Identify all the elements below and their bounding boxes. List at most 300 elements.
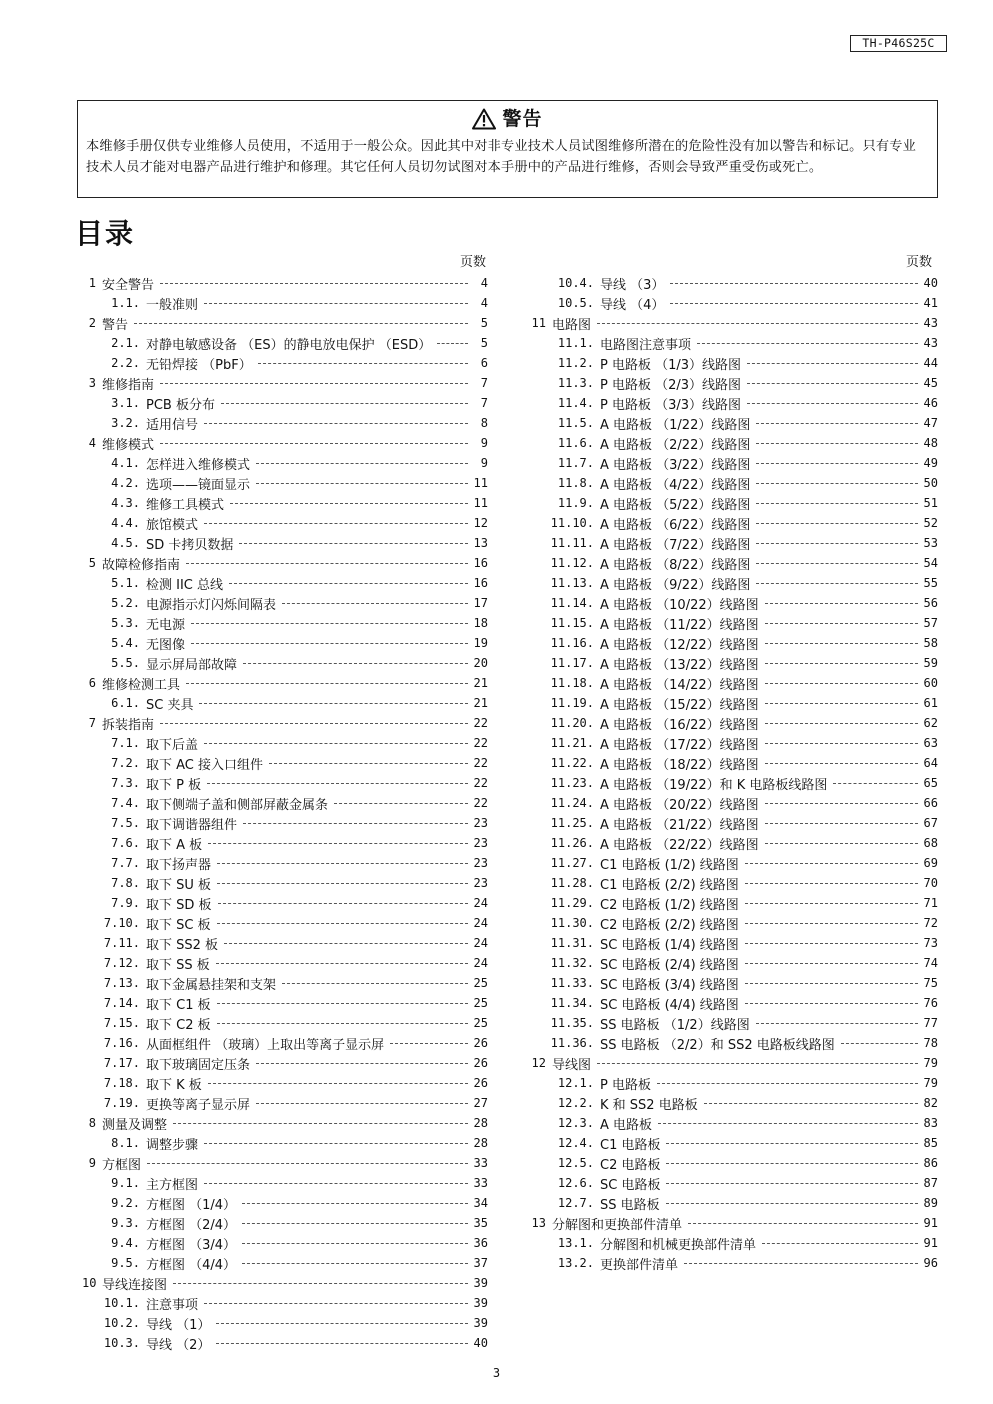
toc-entry[interactable] — [82, 513, 488, 533]
toc-entry-title: 分解图和机械更换部件清单 — [600, 1237, 757, 1253]
toc-entry[interactable] — [82, 293, 488, 313]
toc-entry[interactable] — [82, 613, 488, 633]
toc-entry[interactable] — [82, 1273, 488, 1293]
toc-entry[interactable] — [82, 873, 488, 893]
toc-entry[interactable] — [82, 433, 488, 453]
toc-entry[interactable] — [82, 993, 488, 1013]
toc-entry-title: SC 电路板 (4/4) 线路图 — [600, 997, 739, 1013]
toc-entry[interactable] — [530, 453, 938, 473]
toc-entry-number: 11.34. — [550, 996, 594, 1010]
toc-entry[interactable] — [530, 1253, 938, 1273]
toc-entry-number: 11.26. — [550, 836, 594, 850]
toc-entry[interactable] — [530, 1133, 938, 1153]
toc-entry[interactable] — [530, 693, 938, 713]
toc-leader-dots — [745, 883, 918, 884]
toc-leader-dots — [765, 663, 918, 664]
toc-entry-page: 23 — [473, 816, 488, 830]
toc-entry[interactable] — [82, 1073, 488, 1093]
toc-entry-title: A 电路板 （8/22）线路图 — [600, 557, 751, 573]
toc-entry-title: A 电路板 （7/22）线路图 — [600, 537, 751, 553]
toc-entry[interactable] — [82, 373, 488, 393]
toc-leader-dots — [745, 963, 918, 964]
toc-entry-title: P 电路板 （3/3）线路图 — [600, 397, 742, 413]
toc-entry-number: 11.6. — [557, 436, 594, 450]
toc-leader-dots — [747, 363, 918, 364]
toc-entry[interactable] — [530, 633, 938, 653]
toc-entry-page: 5 — [480, 316, 488, 330]
toc-entry-page: 35 — [473, 1216, 488, 1230]
toc-entry-title: 取下 AC 接入口组件 — [146, 757, 264, 773]
toc-entry-title: 旅馆模式 — [146, 517, 199, 533]
toc-entry-number: 8.1. — [111, 1136, 140, 1150]
toc-entry-number: 11.9. — [557, 496, 594, 510]
toc-entry-page: 28 — [473, 1136, 488, 1150]
toc-entry[interactable] — [82, 453, 488, 473]
toc-entry[interactable] — [530, 813, 938, 833]
toc-entry-page: 11 — [473, 476, 488, 490]
toc-entry-page: 11 — [473, 496, 488, 510]
toc-entry[interactable] — [530, 733, 938, 753]
toc-entry-title: A 电路板 （16/22）线路图 — [600, 717, 759, 733]
toc-entry-title: SC 电路板 (3/4) 线路图 — [600, 977, 739, 993]
toc-leader-dots — [204, 423, 468, 424]
toc-entry[interactable] — [530, 1013, 938, 1033]
toc-leader-dots — [745, 983, 918, 984]
toc-entry-title: 方框图 — [102, 1157, 142, 1173]
toc-entry[interactable] — [82, 1033, 488, 1053]
toc-entry[interactable] — [82, 473, 488, 493]
toc-entry-page: 33 — [473, 1176, 488, 1190]
toc-entry-number: 7.19. — [103, 1096, 140, 1110]
toc-leader-dots — [160, 443, 468, 444]
toc-entry-title: 适用信号 — [146, 417, 199, 433]
toc-entry-number: 10.3. — [103, 1336, 140, 1350]
toc-entry[interactable] — [530, 1233, 938, 1253]
warning-triangle-icon — [472, 108, 496, 130]
toc-entry-page: 68 — [923, 836, 938, 850]
toc-entry-number: 4 — [88, 436, 96, 450]
toc-entry-page: 77 — [923, 1016, 938, 1030]
toc-entry-page: 4 — [480, 276, 488, 290]
toc-entry[interactable] — [82, 893, 488, 913]
toc-entry[interactable] — [82, 1293, 488, 1313]
toc-leader-dots — [657, 1083, 918, 1084]
toc-entry-title: 对静电敏感设备 （ES）的静电放电保护 （ESD） — [146, 337, 432, 353]
toc-entry-page: 96 — [923, 1256, 938, 1270]
toc-entry[interactable] — [530, 893, 938, 913]
toc-entry-number: 7.8. — [111, 876, 140, 890]
toc-entry-title: 导线图 — [552, 1057, 592, 1073]
toc-leader-dots — [207, 783, 468, 784]
toc-entry-number: 2.1. — [111, 336, 140, 350]
toc-entry-page: 76 — [923, 996, 938, 1010]
toc-entry-title: A 电路板 （5/22）线路图 — [600, 497, 751, 513]
toc-entry-title: A 电路板 （22/22）线路图 — [600, 837, 759, 853]
toc-entry[interactable] — [530, 353, 938, 373]
toc-entry[interactable] — [82, 733, 488, 753]
toc-entry[interactable] — [530, 393, 938, 413]
toc-leader-dots — [765, 723, 918, 724]
toc-leader-dots — [134, 323, 468, 324]
toc-entry-page: 7 — [480, 376, 488, 390]
toc-entry[interactable] — [530, 1093, 938, 1113]
toc-entry-title: A 电路板 （9/22）线路图 — [600, 577, 751, 593]
toc-entry-number: 11 — [531, 316, 546, 330]
toc-entry-title: 取下 K 板 — [146, 1077, 202, 1093]
toc-entry-number: 4.5. — [111, 536, 140, 550]
toc-entry-page: 79 — [923, 1076, 938, 1090]
toc-entry[interactable] — [82, 1233, 488, 1253]
toc-entry-title: C2 电路板 (1/2) 线路图 — [600, 897, 739, 913]
toc-entry[interactable] — [82, 353, 488, 373]
toc-leader-dots — [747, 403, 918, 404]
toc-entry[interactable] — [530, 713, 938, 733]
toc-entry-page: 71 — [923, 896, 938, 910]
toc-entry[interactable] — [530, 1173, 938, 1193]
toc-leader-dots — [745, 903, 918, 904]
toc-entry[interactable] — [530, 673, 938, 693]
toc-entry-title: 取下金属悬挂架和支架 — [146, 977, 277, 993]
toc-leader-dots — [666, 1163, 918, 1164]
toc-entry-page: 13 — [473, 536, 488, 550]
toc-leader-dots — [256, 1063, 468, 1064]
toc-entry-page: 26 — [473, 1076, 488, 1090]
toc-entry-page: 39 — [473, 1296, 488, 1310]
toc-entry[interactable] — [82, 1053, 488, 1073]
toc-heading: 目录 — [75, 217, 136, 250]
toc-entry-title: 方框图 （2/4） — [146, 1217, 237, 1233]
toc-entry-number: 11.31. — [550, 936, 594, 950]
toc-entry-title: 取下 SD 板 — [146, 897, 212, 913]
toc-entry-title: 检测 IIC 总线 — [146, 577, 224, 593]
toc-leader-dots — [765, 643, 918, 644]
toc-entry[interactable] — [82, 753, 488, 773]
toc-entry[interactable] — [82, 413, 488, 433]
toc-entry[interactable] — [530, 533, 938, 553]
toc-entry-title: 一般准则 — [146, 297, 199, 313]
toc-entry-number: 9.5. — [111, 1256, 140, 1270]
toc-entry[interactable] — [530, 1113, 938, 1133]
toc-entry-title: A 电路板 （14/22）线路图 — [600, 677, 759, 693]
toc-entry[interactable] — [530, 473, 938, 493]
toc-entry[interactable] — [82, 1113, 488, 1133]
toc-entry[interactable] — [530, 853, 938, 873]
toc-entry[interactable] — [82, 813, 488, 833]
toc-leader-dots — [756, 543, 918, 544]
toc-entry[interactable] — [82, 1133, 488, 1153]
toc-entry[interactable] — [530, 333, 938, 353]
toc-entry-number: 7.3. — [111, 776, 140, 790]
toc-leader-dots — [217, 863, 468, 864]
toc-leader-dots — [765, 703, 918, 704]
toc-entry-title: SS 电路板 — [600, 1197, 660, 1213]
toc-entry-number: 10.4. — [557, 276, 594, 290]
toc-entry-number: 5.4. — [111, 636, 140, 650]
toc-entry[interactable] — [82, 1213, 488, 1233]
toc-entry-number: 11.1. — [557, 336, 594, 350]
toc-leader-dots — [221, 403, 468, 404]
toc-entry[interactable] — [82, 793, 488, 813]
toc-entry[interactable] — [530, 513, 938, 533]
toc-entry-title: C1 电路板 — [600, 1137, 661, 1153]
toc-entry-title: 分解图和更换部件清单 — [552, 1217, 683, 1233]
toc-entry-title: 更换等离子显示屏 — [146, 1097, 251, 1113]
toc-entry-number: 7.13. — [103, 976, 140, 990]
toc-entry-number: 8 — [88, 1116, 96, 1130]
toc-entry[interactable] — [82, 633, 488, 653]
toc-leader-dots — [204, 303, 468, 304]
toc-leader-dots — [833, 783, 918, 784]
toc-entry[interactable] — [82, 393, 488, 413]
toc-entry-number: 10 — [82, 1276, 97, 1290]
toc-entry[interactable] — [82, 1313, 488, 1333]
toc-entry-number: 7.11. — [103, 936, 140, 950]
toc-entry[interactable] — [530, 653, 938, 673]
toc-entry[interactable] — [82, 953, 488, 973]
toc-entry[interactable] — [82, 1173, 488, 1193]
toc-entry[interactable] — [530, 593, 938, 613]
toc-entry-number: 12.3. — [557, 1116, 594, 1130]
toc-entry-page: 49 — [923, 456, 938, 470]
toc-entry[interactable] — [82, 573, 488, 593]
toc-entry[interactable] — [530, 913, 938, 933]
toc-entry[interactable] — [530, 873, 938, 893]
toc-entry-number: 7.9. — [111, 896, 140, 910]
toc-entry-number: 11.21. — [550, 736, 594, 750]
toc-entry[interactable] — [530, 293, 938, 313]
toc-leader-dots — [756, 583, 918, 584]
toc-entry[interactable] — [82, 1193, 488, 1213]
toc-entry-number: 11.25. — [550, 816, 594, 830]
toc-leader-dots — [756, 503, 918, 504]
toc-entry[interactable] — [82, 1153, 488, 1173]
toc-entry[interactable] — [82, 493, 488, 513]
toc-entry-number: 7 — [88, 716, 96, 730]
toc-entry[interactable] — [530, 413, 938, 433]
toc-entry[interactable] — [82, 333, 488, 353]
toc-entry-page: 74 — [923, 956, 938, 970]
toc-leader-dots — [697, 343, 918, 344]
toc-entry-page: 24 — [473, 916, 488, 930]
toc-entry-number: 11.27. — [550, 856, 594, 870]
toc-entry-page: 50 — [923, 476, 938, 490]
toc-entry[interactable] — [530, 993, 938, 1013]
toc-leader-dots — [217, 883, 468, 884]
toc-leader-dots — [242, 1223, 468, 1224]
toc-entry[interactable] — [530, 933, 938, 953]
toc-entry-number: 11.22. — [550, 756, 594, 770]
toc-leader-dots — [745, 863, 918, 864]
toc-entry[interactable] — [82, 773, 488, 793]
toc-leader-dots — [216, 1323, 468, 1324]
toc-entry[interactable] — [82, 653, 488, 673]
left-page-label: 页数 — [460, 255, 487, 270]
toc-entry-page: 57 — [923, 616, 938, 630]
toc-entry[interactable] — [530, 1193, 938, 1213]
toc-leader-dots — [256, 1103, 468, 1104]
toc-entry-number: 12.7. — [557, 1196, 594, 1210]
toc-leader-dots — [670, 303, 918, 304]
toc-entry-page: 91 — [923, 1236, 938, 1250]
toc-leader-dots — [334, 803, 468, 804]
toc-entry[interactable] — [82, 933, 488, 953]
toc-entry[interactable] — [530, 553, 938, 573]
toc-leader-dots — [217, 923, 468, 924]
toc-entry-title: 维修指南 — [102, 377, 155, 393]
toc-entry-number: 7.5. — [111, 816, 140, 830]
toc-entry-number: 1.1. — [111, 296, 140, 310]
toc-entry[interactable] — [530, 753, 938, 773]
toc-entry[interactable] — [530, 1213, 938, 1233]
toc-entry[interactable] — [82, 1013, 488, 1033]
toc-entry-number: 9 — [88, 1156, 96, 1170]
toc-entry-title: A 电路板 — [600, 1117, 653, 1133]
toc-entry-page: 58 — [923, 636, 938, 650]
toc-entry-page: 24 — [473, 896, 488, 910]
toc-entry[interactable] — [82, 273, 488, 293]
toc-entry-number: 11.2. — [557, 356, 594, 370]
toc-entry-title: 取下 P 板 — [146, 777, 202, 793]
toc-entry[interactable] — [82, 713, 488, 733]
toc-entry-title: 调整步骤 — [146, 1137, 199, 1153]
toc-entry-title: 选项——镜面显示 — [146, 477, 251, 493]
toc-entry-title: PCB 板分布 — [146, 397, 215, 413]
toc-entry-title: 取下 C2 板 — [146, 1017, 211, 1033]
toc-entry-title: 取下 A 板 — [146, 837, 203, 853]
toc-entry[interactable] — [530, 573, 938, 593]
toc-entry[interactable] — [530, 793, 938, 813]
toc-entry[interactable] — [82, 593, 488, 613]
toc-leader-dots — [216, 963, 468, 964]
toc-entry-number: 11.12. — [550, 556, 594, 570]
toc-entry-title: P 电路板 — [600, 1077, 651, 1093]
toc-entry-number: 5.2. — [111, 596, 140, 610]
toc-entry-page: 55 — [923, 576, 938, 590]
toc-entry-number: 11.5. — [557, 416, 594, 430]
toc-entry-title: 故障检修指南 — [102, 557, 181, 573]
toc-leader-dots — [199, 703, 468, 704]
toc-entry-title: 电源指示灯闪烁间隔表 — [146, 597, 277, 613]
toc-entry-title: 取下调谐器组件 — [146, 817, 238, 833]
toc-entry[interactable] — [530, 313, 938, 333]
toc-entry[interactable] — [530, 493, 938, 513]
toc-leader-dots — [258, 363, 468, 364]
toc-leader-dots — [216, 1343, 468, 1344]
toc-entry[interactable] — [82, 693, 488, 713]
toc-entry-page: 78 — [923, 1036, 938, 1050]
toc-entry-page: 53 — [923, 536, 938, 550]
toc-entry[interactable] — [82, 973, 488, 993]
toc-entry[interactable] — [530, 273, 938, 293]
model-number: TH-P46S25C — [850, 35, 947, 52]
toc-leader-dots — [765, 803, 918, 804]
toc-entry-title: A 电路板 （13/22）线路图 — [600, 657, 759, 673]
toc-entry-number: 9.2. — [111, 1196, 140, 1210]
toc-left-column — [82, 273, 488, 1353]
toc-entry-number: 5 — [88, 556, 96, 570]
toc-entry-number: 7.16. — [103, 1036, 140, 1050]
toc-entry-page: 45 — [923, 376, 938, 390]
toc-entry-page: 83 — [923, 1116, 938, 1130]
toc-entry-title: 维修模式 — [102, 437, 155, 453]
toc-entry[interactable] — [530, 953, 938, 973]
toc-entry-title: A 电路板 （18/22）线路图 — [600, 757, 759, 773]
toc-entry-page: 75 — [923, 976, 938, 990]
toc-entry-page: 22 — [473, 716, 488, 730]
toc-entry-title: P 电路板 （2/3）线路图 — [600, 377, 742, 393]
toc-entry[interactable] — [82, 1253, 488, 1273]
toc-entry-page: 17 — [473, 596, 488, 610]
toc-entry[interactable] — [82, 833, 488, 853]
toc-entry-number: 4.1. — [111, 456, 140, 470]
toc-entry-page: 23 — [473, 876, 488, 890]
toc-entry[interactable] — [530, 833, 938, 853]
page-number: 3 — [492, 1366, 501, 1380]
toc-entry-title: 拆装指南 — [102, 717, 155, 733]
toc-entry-number: 11.33. — [550, 976, 594, 990]
toc-leader-dots — [243, 823, 468, 824]
toc-entry-page: 73 — [923, 936, 938, 950]
toc-entry-number: 7.12. — [103, 956, 140, 970]
toc-entry[interactable] — [530, 613, 938, 633]
toc-entry-number: 11.36. — [550, 1036, 594, 1050]
toc-entry-title: SD 卡拷贝数据 — [146, 537, 234, 553]
toc-entry-number: 13 — [531, 1216, 546, 1230]
toc-leader-dots — [756, 563, 918, 564]
toc-entry-number: 7.18. — [103, 1076, 140, 1090]
toc-leader-dots — [765, 623, 918, 624]
toc-entry-title: 无铅焊接 （PbF） — [146, 357, 252, 373]
toc-entry[interactable] — [530, 433, 938, 453]
toc-entry-title: A 电路板 （19/22）和 K 电路板线路图 — [600, 777, 828, 793]
toc-entry[interactable] — [530, 973, 938, 993]
toc-entry-title: 方框图 （4/4） — [146, 1257, 237, 1273]
toc-leader-dots — [597, 1063, 918, 1064]
toc-leader-dots — [191, 623, 468, 624]
toc-entry[interactable] — [530, 1153, 938, 1173]
toc-entry[interactable] — [82, 913, 488, 933]
toc-entry-page: 60 — [923, 676, 938, 690]
toc-entry[interactable] — [530, 373, 938, 393]
toc-leader-dots — [217, 1023, 468, 1024]
toc-entry[interactable] — [82, 673, 488, 693]
toc-entry[interactable] — [82, 313, 488, 333]
toc-entry[interactable] — [530, 1053, 938, 1073]
toc-entry[interactable] — [82, 553, 488, 573]
toc-entry-page: 24 — [473, 936, 488, 950]
toc-entry[interactable] — [530, 1033, 938, 1053]
toc-leader-dots — [242, 1263, 468, 1264]
toc-entry-page: 61 — [923, 696, 938, 710]
toc-entry[interactable] — [530, 773, 938, 793]
toc-entry-number: 7.10. — [103, 916, 140, 930]
toc-entry-title: 怎样进入维修模式 — [146, 457, 251, 473]
toc-leader-dots — [666, 1143, 918, 1144]
toc-entry-number: 1 — [88, 276, 96, 290]
toc-entry[interactable] — [82, 1093, 488, 1113]
toc-entry[interactable] — [82, 533, 488, 553]
toc-entry-title: A 电路板 （3/22）线路图 — [600, 457, 751, 473]
toc-entry[interactable] — [82, 853, 488, 873]
toc-leader-dots — [765, 743, 918, 744]
toc-entry-title: SS 电路板 （2/2）和 SS2 电路板线路图 — [600, 1037, 835, 1053]
toc-entry-page: 52 — [923, 516, 938, 530]
toc-entry-page: 54 — [923, 556, 938, 570]
toc-entry[interactable] — [530, 1073, 938, 1093]
toc-entry[interactable] — [82, 1333, 488, 1353]
toc-entry-page: 33 — [473, 1156, 488, 1170]
toc-entry-page: 70 — [923, 876, 938, 890]
